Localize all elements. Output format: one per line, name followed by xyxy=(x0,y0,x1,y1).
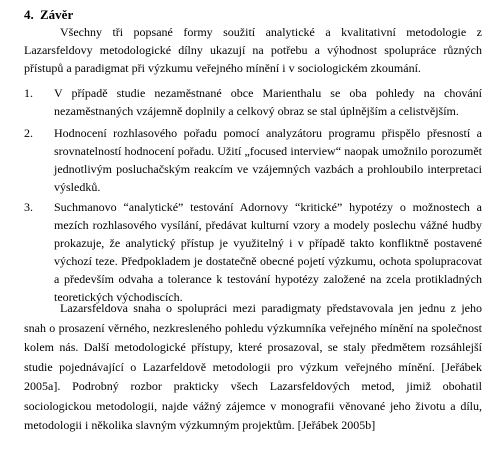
list-item-text: V případě studie nezaměstnané obce Marienthalu se oba pohledy na chování nezaměstnaných vzájemně doplnily a celkový obraz se stal úplnějším a celistvějším. xyxy=(54,86,482,118)
list-item-text: Suchmanovo “analytické” testování Adornovy “kritické” hypotézy o možnostech a mezích rozhlasového vysílání, předávat kulturní vzory a modely poslechu vážné hudby prokazuje, že analytický přístup je využitelný i v případě takto konfliktně postavené výchozí teze. Předpokladem je dostatečně obecné pojetí výzkumu, ochota spolupracovat a především odvaha a tolerance k testování hypotézy založené na zcela protikladných teoretických východiscích. xyxy=(54,200,482,304)
list-item xyxy=(24,198,482,306)
list-item xyxy=(24,124,482,196)
section-title: Závěr xyxy=(40,7,74,22)
list-item xyxy=(24,84,482,120)
list-item-marker: 2. xyxy=(24,126,33,140)
list-item-marker: 3. xyxy=(24,200,33,214)
section-number: 4. xyxy=(24,7,34,22)
list-item-marker: 1. xyxy=(24,86,33,100)
intro-paragraph: Všechny tři popsané formy soužití analytické a kvalitativní metodologie z Lazarsfeldovy metodologické dílny ukazují na potřebu a výhodnost spolupráce různých přístupů a paradigmat při výzkumu veřejného mínění i v sociologickém zkoumání. xyxy=(24,25,482,75)
closing-paragraph: Lazarsfeldova snaha o spolupráci mezi paradigmaty představovala jen jednu z jeho snah o prosazení věrného, nezkresleného pohledu výzkumníka veřejného mínění na společnost kolem nás. Další metodologické přístupy, které prosazoval, se staly předmětem rozsáhlejší studie pojednávající o Lazarfeldově metodologii pro výzkum veřejného mínění. [Jeřábek 2005a]. Podrobný rozbor prakticky všech Lazarsfeldových metod, jimiž obohatil sociologickou metodologii, najde vážný zájemce v monografii věnované jeho životu a dílu, metodologii i několika slavným výzkumným projektům. [Jeřábek 2005b] xyxy=(24,301,482,432)
list-item-text: Hodnocení rozhlasového pořadu pomocí analyzátoru programu přispělo přesností a srovnatelností hodnocení pořadu. Užití „focused interview“ naopak umožnilo porozumět jednotlivým posluchačským reakcím ve vzájemných vazbách a prohloubilo interpretaci výsledků. xyxy=(54,126,482,194)
section-heading xyxy=(24,6,73,24)
